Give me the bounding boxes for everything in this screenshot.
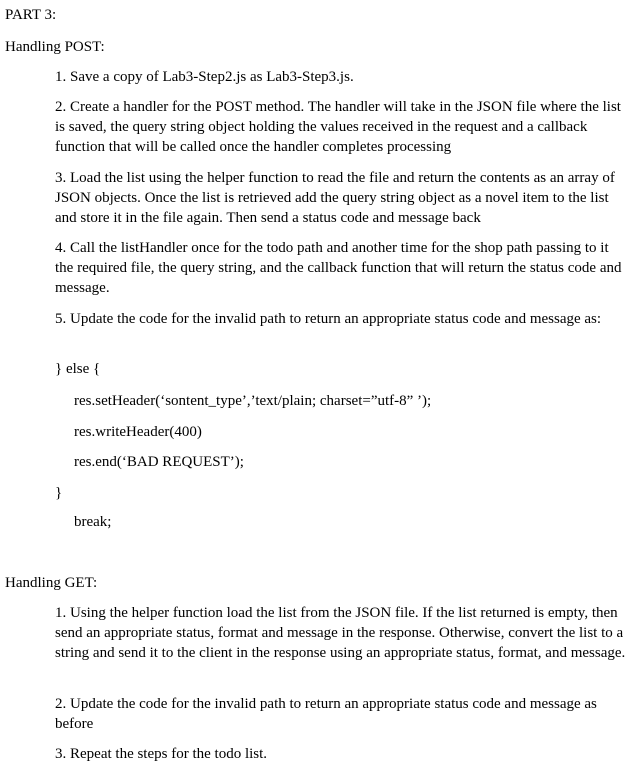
get-step-2: 2. Update the code for the invalid path to return an appropriate status code and message as before: [55, 696, 597, 733]
code-write-header: res.writeHeader(400): [74, 424, 202, 440]
post-step-2: 2. Create a handler for the POST method. The handler will take in the JSON file where the list is saved, the query string object holding the values received in the request and a callback function that will be called once the handler completes processing: [55, 99, 621, 156]
post-step-1: 1. Save a copy of Lab3-Step2.js as Lab3-Step3.js.: [55, 69, 354, 85]
part-title: PART 3:: [5, 7, 57, 23]
code-else-open: } else {: [55, 361, 101, 377]
get-step-3: 3. Repeat the steps for the todo list.: [55, 746, 268, 762]
code-close-brace: }: [55, 485, 63, 501]
code-res-end: res.end(‘BAD REQUEST’);: [74, 454, 244, 470]
code-break: break;: [74, 514, 112, 530]
code-set-header: res.setHeader(‘sontent_type’,’text/plain; charset=”utf-8” ’);: [74, 393, 432, 409]
get-step-1: 1. Using the helper function load the list from the JSON file. If the list returned is empty, then send an appropriate status, format and message in the response. Otherwise, convert the list to a string and send it to the client in the response using an appropriate status, format, and message.: [55, 605, 626, 662]
get-heading: Handling GET:: [5, 575, 98, 591]
post-heading: Handling POST:: [5, 39, 105, 55]
post-step-4: 4. Call the listHandler once for the todo path and another time for the shop path passing to it the required file, the query string, and the callback function that will return the status code and message.: [55, 240, 622, 297]
post-step-5: 5. Update the code for the invalid path to return an appropriate status code and message as:: [55, 311, 602, 327]
post-step-3: 3. Load the list using the helper function to read the file and return the contents as an array of JSON objects. Once the list is retrieved add the query string object as a novel item to the list and store it in the file again. Then send a status code and message back: [55, 170, 615, 227]
